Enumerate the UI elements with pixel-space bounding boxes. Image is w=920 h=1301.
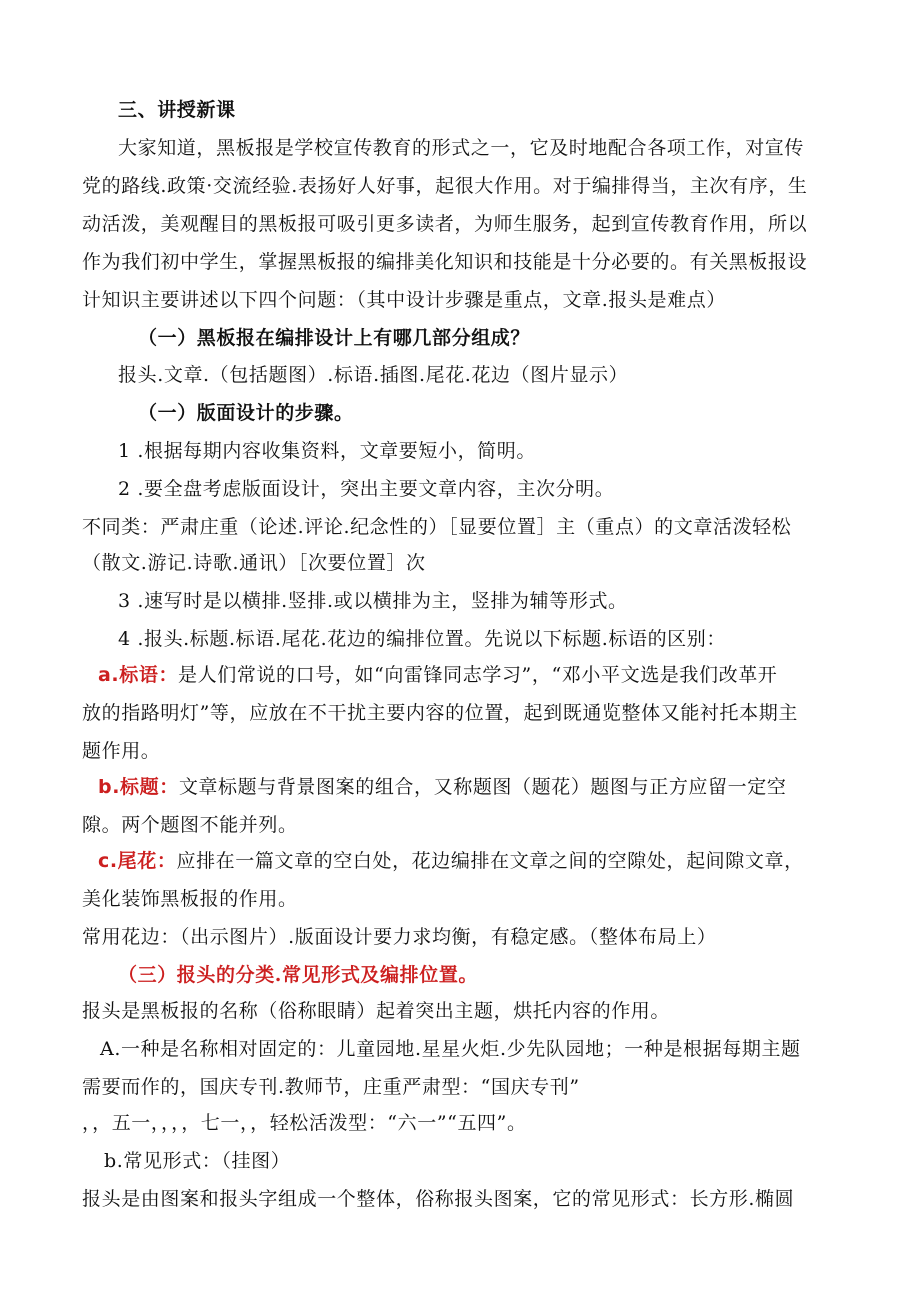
section-heading-lecture: 三、讲授新课 [118,99,236,121]
item-c-text: 应排在一篇文章的空白处，花边编排在文章之间的空隙处，起间隙文章， [176,850,804,872]
intro-line-5: 计知识主要讲述以下四个问题：（其中设计步骤是重点，文章.报头是难点） [82,289,726,311]
step-4: 4 .报头.标题.标语.尾花.花边的编排位置。先说以下标题.标语的区别： [118,628,726,650]
item-b-line-2: 隙。两个题图不能并列。 [82,814,298,836]
intro-line-1: 大家知道，黑板报是学校宣传教育的形式之一，它及时地配合各项工作，对宣传 [118,137,805,159]
item-c-line-1 [98,848,804,874]
part2-heading: （一）版面设计的步骤。 [138,402,354,424]
masthead-last: 报头是由图案和报头字组成一个整体，俗称报头图案，它的常见形式：长方形.椭圆 [82,1188,795,1210]
step-1: 1 .根据每期内容收集资料，文章要短小，简明。 [118,440,536,462]
item-c-label: c.尾花： [98,850,177,872]
masthead-b: b.常见形式：（挂图） [104,1150,291,1172]
item-a-line-3: 题作用。 [82,740,161,762]
part1-body: 报头.文章.（包括题图）.标语.插图.尾花.花边（图片显示） [118,364,629,386]
part3-heading: （三）报头的分类.常见形式及编排位置。 [118,964,479,986]
intro-line-3: 动活泼，美观醒目的黑板报可吸引更多读者，为师生服务，起到宣传教育作用，所以 [82,213,808,235]
step-2: 2 .要全盘考虑版面设计，突出主要文章内容，主次分明。 [118,478,615,500]
step-2-note-line-1: 不同类：严肃庄重（论述.评论.纪念性的）［显要位置］主（重点）的文章活泼轻松 [82,516,792,538]
item-a-label: a.标语： [98,664,179,686]
item-b-label: b.标题： [98,776,179,798]
item-b-text: 文章标题与背景图案的组合，又称题图（题花）题图与正方应留一定空 [178,776,787,798]
intro-line-4: 作为我们初中学生，掌握黑板报的编排美化知识和技能是十分必要的。有关黑板报设 [82,251,808,273]
step-3: 3 .速写时是以横排.竖排.或以横排为主，竖排为辅等形式。 [118,590,628,612]
border-note: 常用花边：（出示图片）.版面设计要力求均衡，有稳定感。（整体布局上） [82,926,717,948]
step-2-note-line-2: （散文.游记.诗歌.通讯）［次要位置］次 [82,552,426,574]
masthead-a-line-3: ，，五一，，，，七一，，轻松活泼型：“六一”“五四”。 [82,1112,527,1134]
intro-line-2: 党的路线.政策·交流经验.表扬好人好事，起很大作用。对于编排得当，主次有序，生 [82,175,808,197]
item-c-line-2: 美化装饰黑板报的作用。 [82,888,298,910]
item-a-text: 是人们常说的口号，如“向雷锋同志学习”，“邓小平文选是我们改革开 [178,664,778,686]
masthead-intro: 报头是黑板报的名称（俗称眼睛）起着突出主题，烘托内容的作用。 [82,1000,671,1022]
masthead-a-line-1: A.一种是名称相对固定的：儿童园地.星星火炬.少先队园地；一种是根据每期主题 [100,1038,801,1060]
masthead-a-line-2: 需要而作的，国庆专刊.教师节，庄重严肃型：“国庆专刊” [82,1076,580,1098]
item-b-line-1 [98,774,786,800]
part1-heading: （一）黑板报在编排设计上有哪几部分组成？ [138,327,531,349]
item-a-line-2: 放的指路明灯”等，应放在不干扰主要内容的位置，起到既通览整体又能衬托本期主 [82,702,798,724]
item-a-line-1 [98,662,777,688]
